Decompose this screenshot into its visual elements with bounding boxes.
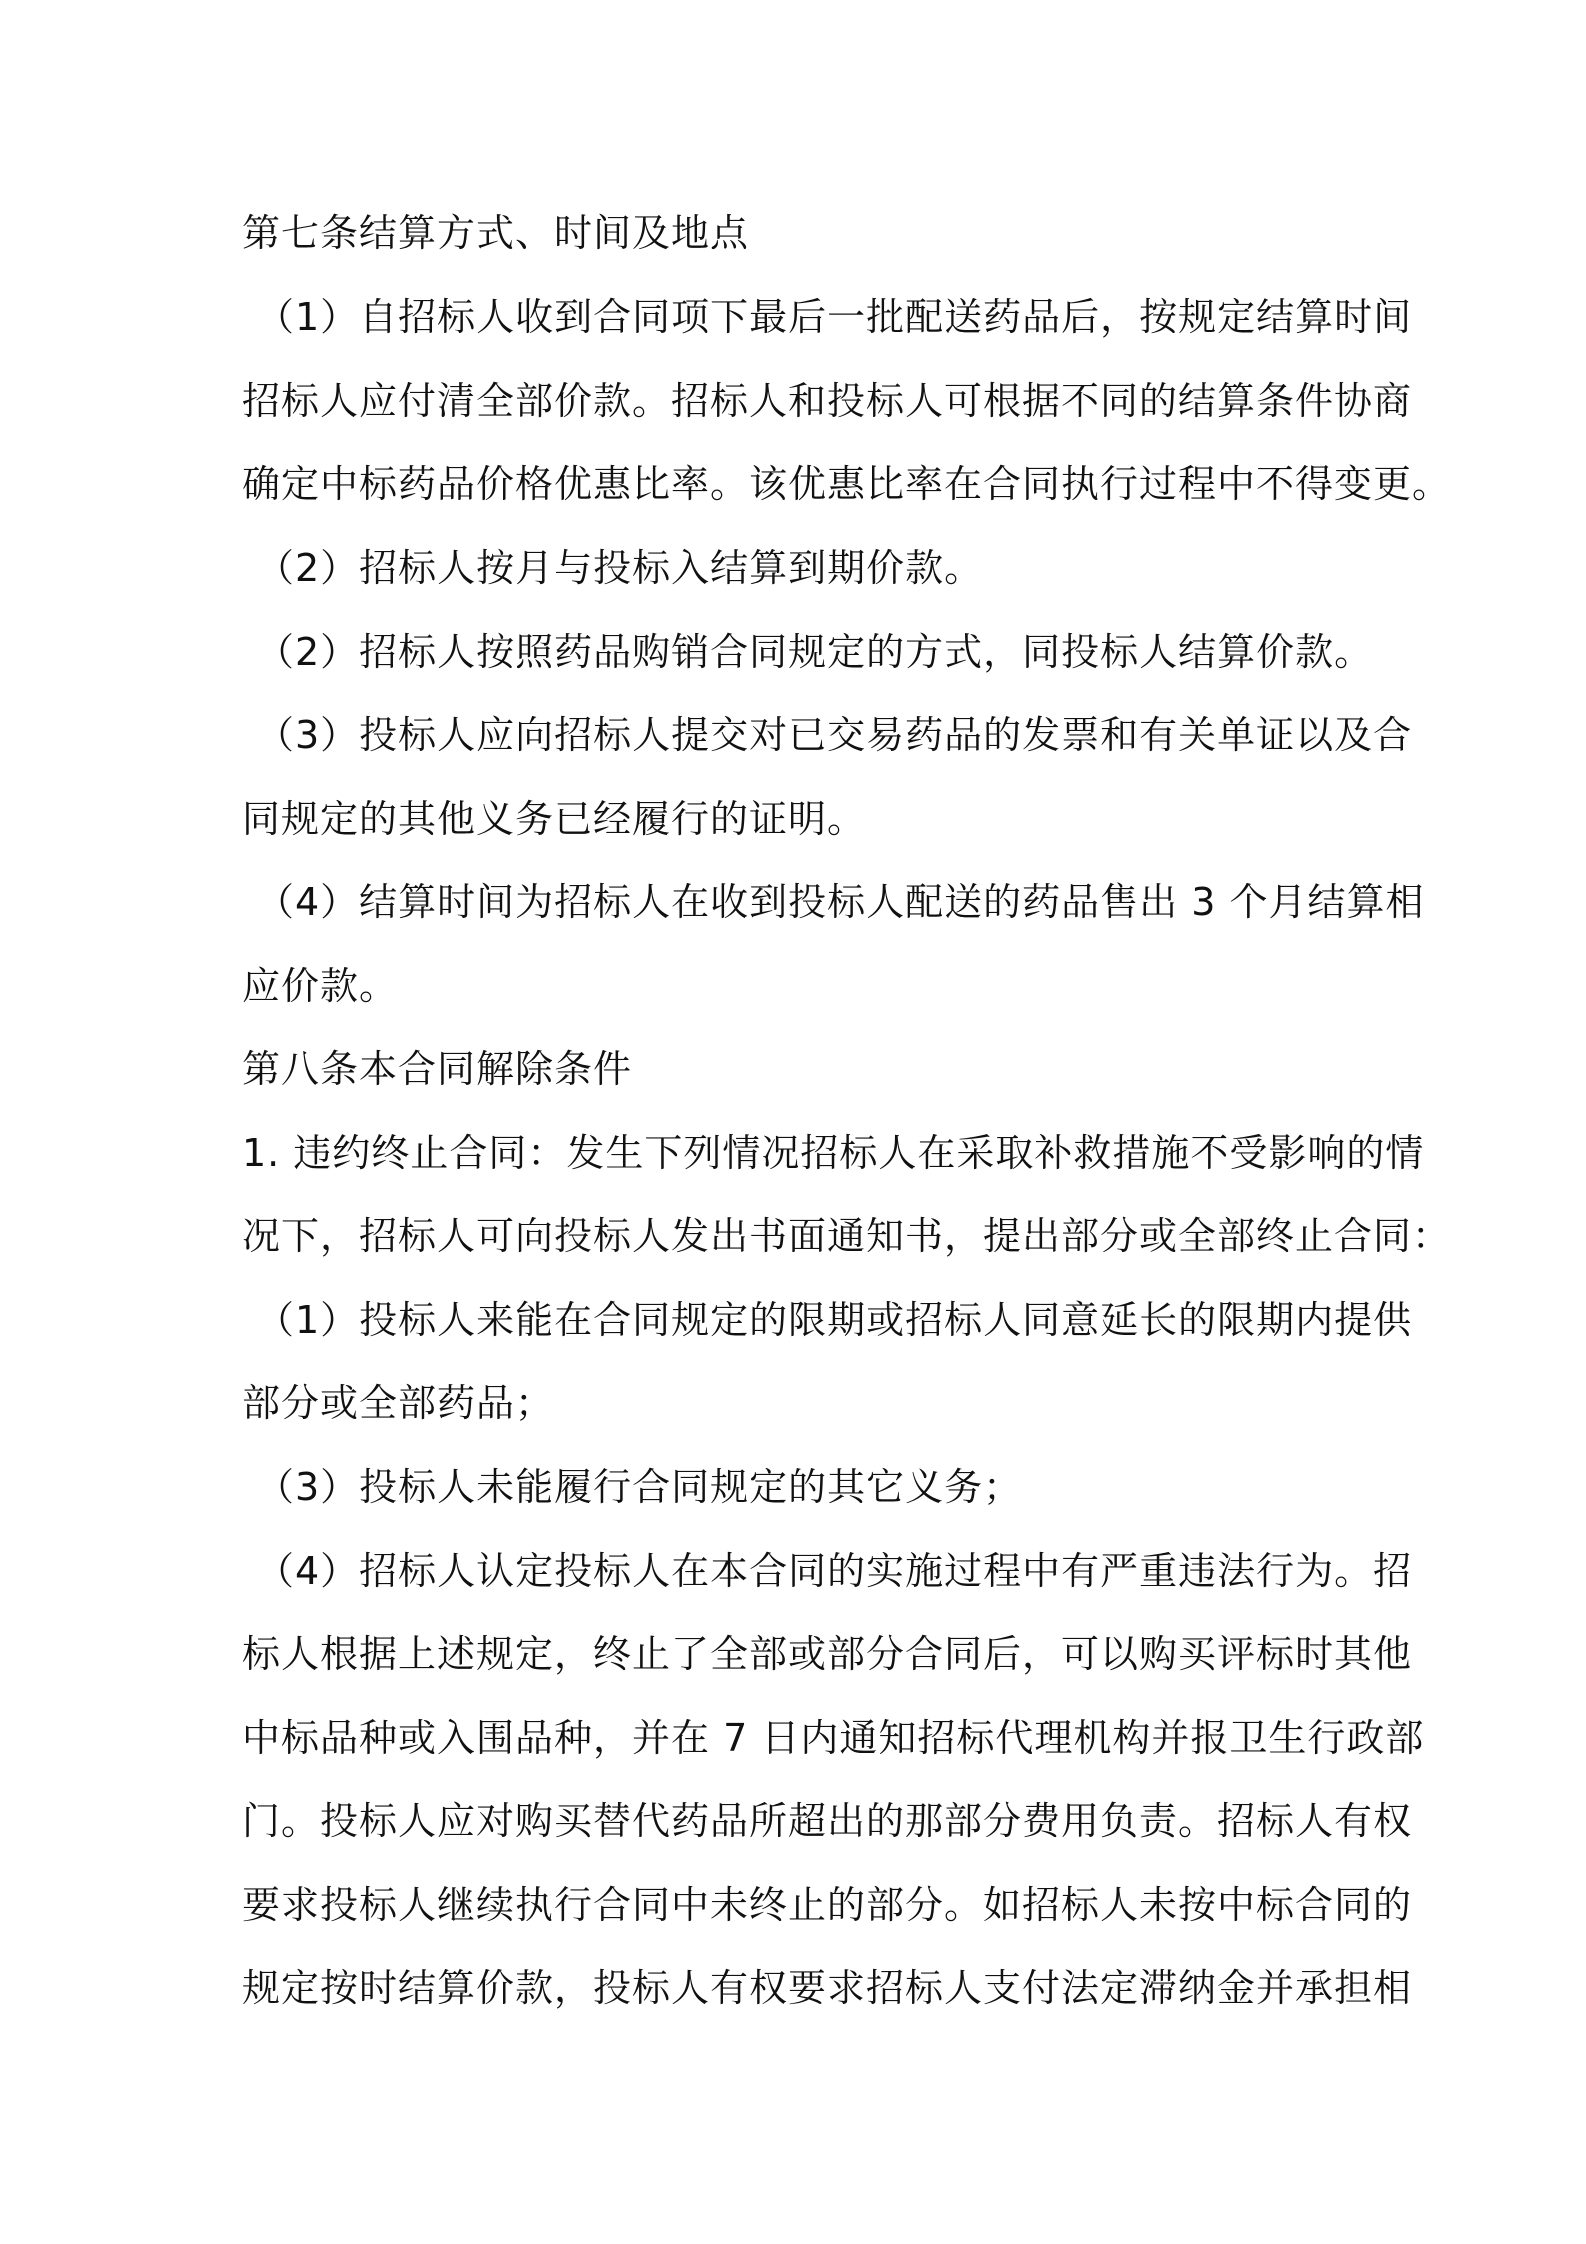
paragraph-line: （3）投标人未能履行合同规定的其它义务； [256, 1465, 1023, 1509]
paragraph-line: （1）自招标人收到合同项下最后一批配送药品后，按规定结算时间 [256, 295, 1413, 339]
paragraph-line: （2）招标人按照药品购销合同规定的方式，同投标人结算价款。 [256, 630, 1374, 674]
paragraph-line: 规定按时结算价款，投标人有权要求招标人支付法定滞纳金并承担相 [242, 1966, 1413, 2010]
paragraph-line: 确定中标药品价格优惠比率。该优惠比率在合同执行过程中不得变更。 [242, 462, 1452, 506]
paragraph-line: 同规定的其他义务已经履行的证明。 [242, 797, 867, 841]
paragraph-line: （4）结算时间为招标人在收到投标人配送的药品售出 3 个月结算相 [256, 880, 1425, 924]
paragraph-line: 标人根据上述规定，终止了全部或部分合同后，可以购买评标时其他 [242, 1632, 1413, 1676]
section-heading-7: 第七条结算方式、时间及地点 [242, 211, 750, 255]
paragraph-line: 1. 违约终止合同：发生下列情况招标人在采取补救措施不受影响的情 [242, 1131, 1425, 1175]
paragraph-line: 招标人应付清全部价款。招标人和投标人可根据不同的结算条件协商 [242, 379, 1413, 423]
paragraph-line: 中标品种或入围品种，并在 7 日内通知招标代理机构并报卫生行政部 [242, 1716, 1425, 1760]
paragraph-line: 门。投标人应对购买替代药品所超出的那部分费用负责。招标人有权 [242, 1799, 1413, 1843]
paragraph-line: 应价款。 [242, 964, 399, 1008]
paragraph-line: 部分或全部药品； [242, 1381, 555, 1425]
paragraph-line: 要求投标人继续执行合同中未终止的部分。如招标人未按中标合同的 [242, 1883, 1413, 1927]
paragraph-line: （3）投标人应向招标人提交对已交易药品的发票和有关单证以及合 [256, 713, 1413, 757]
paragraph-line: 况下，招标人可向投标人发出书面通知书，提出部分或全部终止合同： [242, 1214, 1452, 1258]
paragraph-line: （2）招标人按月与投标入结算到期价款。 [256, 546, 984, 590]
section-heading-8: 第八条本合同解除条件 [242, 1047, 633, 1091]
paragraph-line: （1）投标人来能在合同规定的限期或招标人同意延长的限期内提供 [256, 1298, 1413, 1342]
paragraph-line: （4）招标人认定投标人在本合同的实施过程中有严重违法行为。招 [256, 1549, 1413, 1593]
